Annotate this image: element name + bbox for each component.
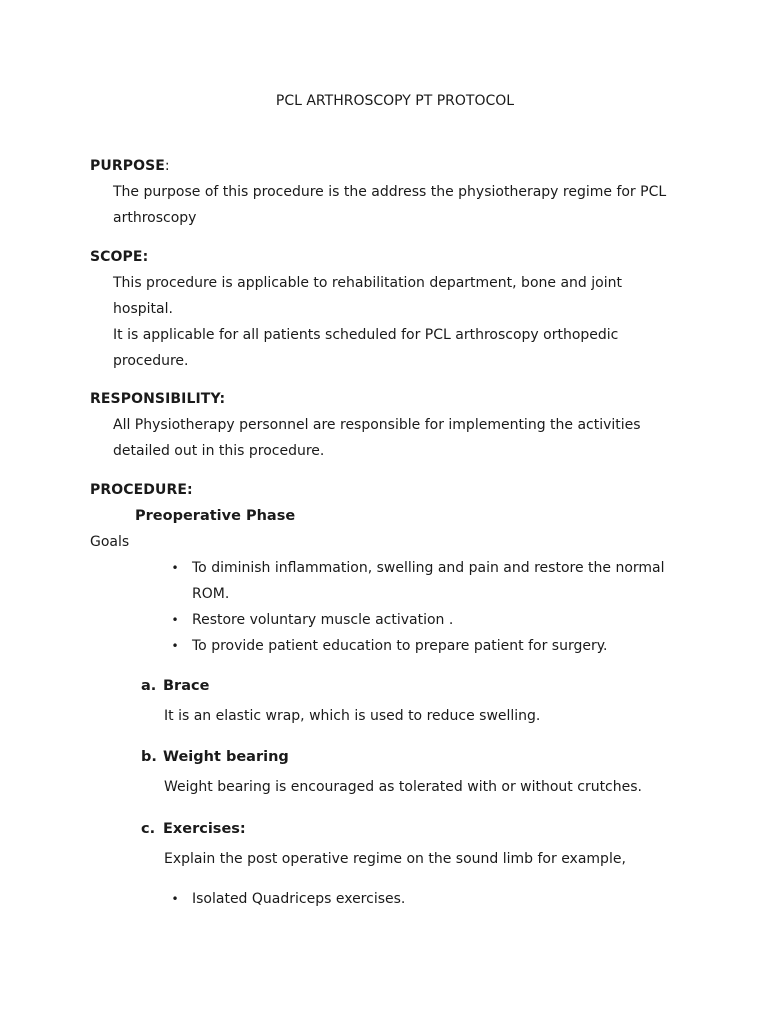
section-title: Weight bearing (163, 749, 289, 765)
section-brace-text: It is an elastic wrap, which is used to reduce swelling. (164, 708, 541, 724)
section-weight-bearing-text: Weight bearing is encouraged as tolerated with or without crutches. (164, 779, 642, 795)
purpose-heading-colon: : (164, 158, 170, 174)
scope-paragraph-1: This procedure is applicable to rehabilitation department, bone and joint hospital. (113, 275, 622, 317)
purpose-heading-label: PURPOSE (90, 158, 165, 174)
section-exercises-heading (141, 816, 246, 842)
goal-text: Restore voluntary muscle activation . (192, 612, 454, 628)
goals-list (170, 555, 670, 659)
exercise-text: Isolated Quadriceps exercises. (192, 891, 406, 907)
section-letter: a. (141, 678, 157, 694)
scope-heading-label: SCOPE: (90, 249, 149, 265)
list-item (170, 607, 670, 633)
document-title: PCL ARTHROSCOPY PT PROTOCOL (275, 93, 515, 109)
procedure-heading-label: PROCEDURE: (90, 482, 193, 498)
purpose-heading (90, 153, 170, 179)
phase-heading: Preoperative Phase (135, 508, 296, 524)
purpose-text (113, 179, 668, 231)
list-item (170, 633, 670, 659)
list-item (170, 886, 670, 912)
goals-label: Goals (90, 534, 130, 550)
responsibility-heading (90, 386, 225, 412)
bullet-icon: • (171, 561, 179, 575)
bullet-icon: • (171, 613, 179, 627)
scope-paragraph-2: It is applicable for all patients scheduled for PCL arthroscopy orthopedic procedure. (113, 327, 619, 369)
responsibility-heading-label: RESPONSIBILITY: (90, 391, 226, 407)
section-letter: c. (141, 821, 156, 837)
scope-text (113, 270, 633, 374)
goal-text: To diminish inflammation, swelling and pain and restore the normal ROM. (192, 560, 665, 602)
section-title: Exercises: (163, 821, 246, 837)
bullet-icon: • (171, 639, 179, 653)
exercise-list (170, 886, 670, 912)
section-brace-heading (141, 673, 209, 699)
procedure-heading (90, 477, 193, 503)
responsibility-paragraph: All Physiotherapy personnel are responsible for implementing the activities detailed out in this procedure. (113, 417, 641, 459)
scope-heading (90, 244, 148, 270)
section-weight-bearing-heading (141, 744, 289, 770)
list-item (170, 555, 670, 607)
section-exercises-text: Explain the post operative regime on the sound limb for example, (164, 851, 626, 867)
bullet-icon: • (171, 892, 179, 906)
section-title: Brace (163, 678, 210, 694)
responsibility-text (113, 412, 643, 464)
goal-text: To provide patient education to prepare patient for surgery. (192, 638, 608, 654)
purpose-paragraph: The purpose of this procedure is the address the physiotherapy regime for PCL arthroscopy (113, 184, 667, 226)
section-letter: b. (141, 749, 157, 765)
